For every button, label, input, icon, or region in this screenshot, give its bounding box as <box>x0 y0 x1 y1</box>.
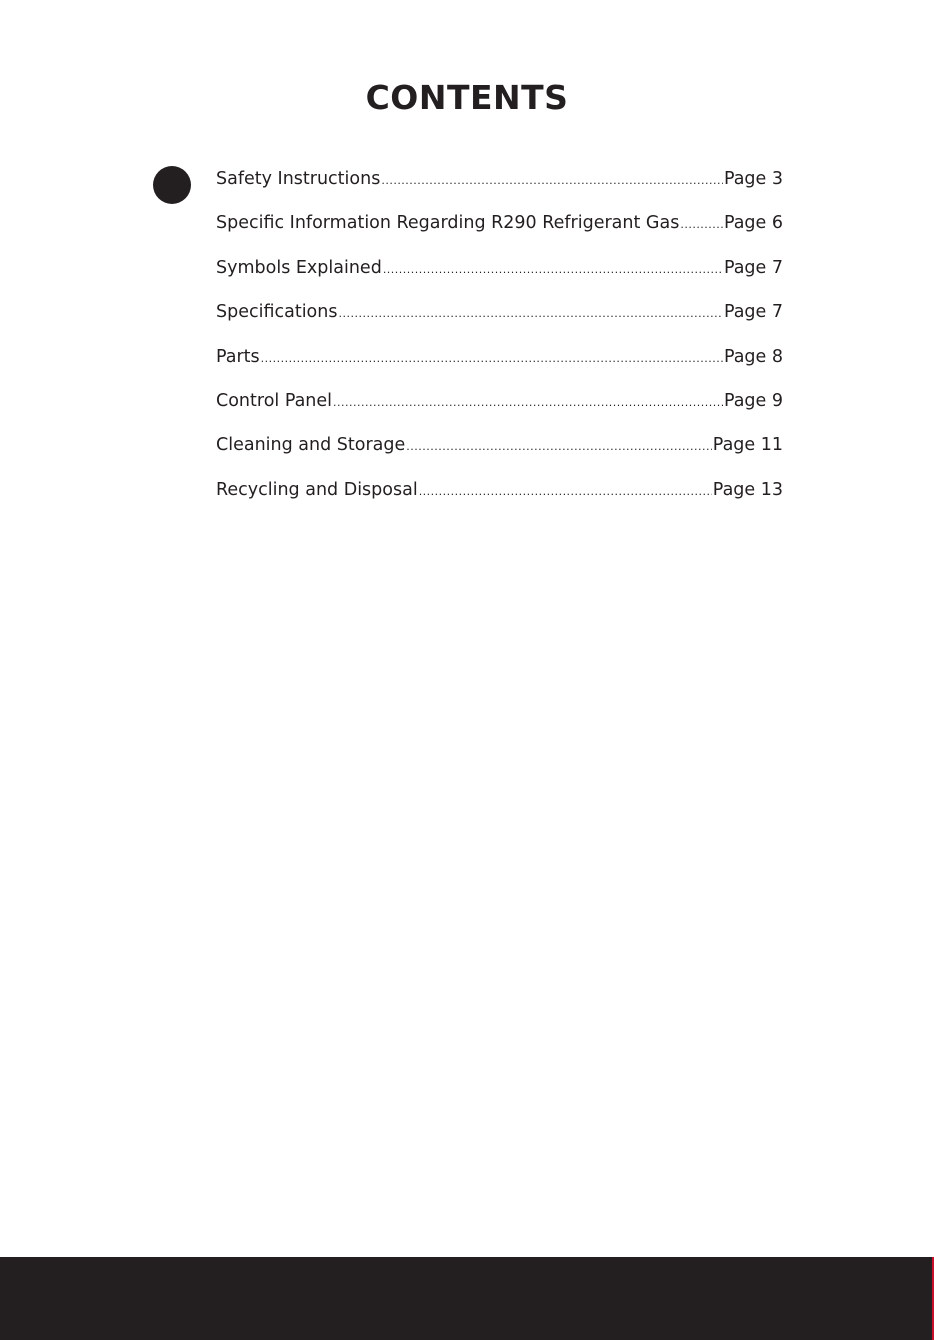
toc-entry-r290-refrigerant[interactable] <box>216 207 783 251</box>
toc-entry-page: Page 9 <box>723 390 783 411</box>
toc-leader-dots <box>383 254 723 286</box>
section-marker-circle <box>153 166 191 204</box>
toc-leader-dots <box>261 343 723 375</box>
toc-entry-label: Cleaning and Storage <box>216 435 406 456</box>
toc-entry-specifications[interactable] <box>216 296 783 340</box>
toc-entry-page: Page 13 <box>712 479 783 500</box>
toc-entry-label: Specific Information Regarding R290 Refrigerant Gas <box>216 213 680 234</box>
toc-entry-page: Page 7 <box>723 257 783 278</box>
page-title: CONTENTS <box>365 78 569 117</box>
toc-entry-label: Safety Instructions <box>216 169 381 189</box>
toc-entry-page: Page 6 <box>723 213 783 234</box>
toc-leader-dots <box>381 165 723 197</box>
toc-entry-label: Recycling and Disposal <box>216 479 418 500</box>
toc-entry-page: Page 11 <box>712 435 783 456</box>
toc-entry-symbols-explained[interactable] <box>216 252 783 296</box>
toc-entry-safety-instructions[interactable] <box>216 163 783 207</box>
toc-leader-dots <box>333 387 723 419</box>
toc-entry-control-panel[interactable] <box>216 385 783 429</box>
toc-leader-dots <box>419 476 712 508</box>
footer-bar <box>0 1257 932 1340</box>
toc-entry-page: Page 3 <box>723 169 783 189</box>
toc-entry-label: Symbols Explained <box>216 257 382 278</box>
toc-entry-label: Specifications <box>216 302 338 323</box>
table-of-contents <box>216 163 783 518</box>
toc-leader-dots <box>338 298 722 330</box>
toc-leader-dots <box>406 431 712 463</box>
toc-entry-recycling-and-disposal[interactable] <box>216 474 783 518</box>
toc-entry-cleaning-and-storage[interactable] <box>216 429 783 473</box>
toc-entry-parts[interactable] <box>216 341 783 385</box>
toc-entry-page: Page 8 <box>723 346 783 367</box>
toc-entry-label: Parts <box>216 346 260 367</box>
toc-entry-page: Page 7 <box>723 302 783 323</box>
toc-leader-dots <box>680 209 723 241</box>
toc-entry-label: Control Panel <box>216 390 333 411</box>
